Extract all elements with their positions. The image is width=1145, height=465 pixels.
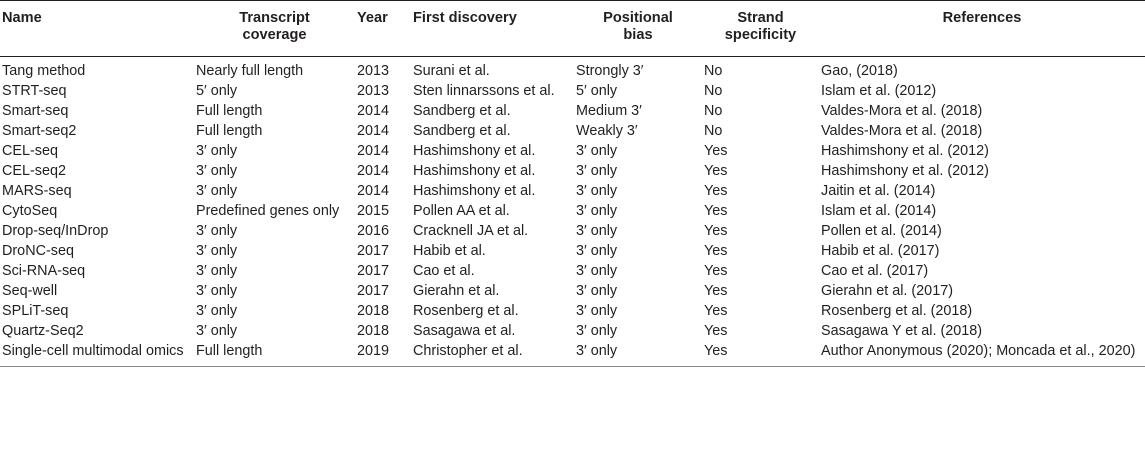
cell-references: Rosenberg et al. (2018) (821, 303, 973, 319)
cell-references: Sasagawa Y et al. (2018) (821, 323, 983, 339)
cell-coverage: Nearly full length (196, 63, 304, 79)
cell-coverage: 3′ only (196, 263, 238, 279)
cell-year: 2018 (357, 303, 390, 319)
cell-references: Islam et al. (2014) (821, 203, 937, 219)
cell-name: Smart-seq2 (2, 123, 77, 139)
header-transcript-coverage: Transcript coverage (239, 10, 310, 43)
cell-name: Quartz-Seq2 (2, 323, 84, 339)
cell-name: DroNC-seq (2, 243, 74, 259)
table-row (0, 322, 1145, 342)
table-row (0, 282, 1145, 302)
cell-strand: Yes (704, 283, 728, 299)
cell-coverage: 3′ only (196, 323, 238, 339)
cell-strand: No (704, 123, 723, 139)
header-references: References (942, 10, 1022, 26)
cell-bias: 3′ only (576, 203, 618, 219)
cell-year: 2015 (357, 203, 390, 219)
cell-discovery: Sandberg et al. (413, 103, 511, 119)
cell-name: Sci-RNA-seq (2, 263, 86, 279)
cell-name: CEL-seq2 (2, 163, 66, 179)
cell-coverage: Predefined genes only (196, 203, 340, 219)
cell-bias: 3′ only (576, 263, 618, 279)
cell-bias: 3′ only (576, 163, 618, 179)
cell-coverage: 3′ only (196, 283, 238, 299)
table-row (0, 222, 1145, 242)
table-body (0, 57, 1145, 367)
cell-references: Valdes-Mora et al. (2018) (821, 103, 983, 119)
cell-bias: 5′ only (576, 83, 618, 99)
cell-references: Islam et al. (2012) (821, 83, 937, 99)
cell-name: MARS-seq (2, 183, 72, 199)
cell-references: Pollen et al. (2014) (821, 223, 942, 239)
cell-references: Habib et al. (2017) (821, 243, 940, 259)
cell-discovery: Pollen AA et al. (413, 203, 510, 219)
cell-discovery: Hashimshony et al. (413, 163, 536, 179)
cell-year: 2014 (357, 183, 390, 199)
cell-name: CytoSeq (2, 203, 58, 219)
cell-discovery: Sandberg et al. (413, 123, 511, 139)
header-positional-bias: Positional bias (603, 10, 673, 43)
cell-discovery: Habib et al. (413, 243, 486, 259)
cell-strand: Yes (704, 243, 728, 259)
cell-bias: 3′ only (576, 343, 618, 359)
cell-coverage: 3′ only (196, 303, 238, 319)
table-header-row (0, 1, 1145, 57)
cell-year: 2013 (357, 63, 390, 79)
cell-year: 2014 (357, 103, 390, 119)
cell-discovery: Sten linnarssons et al. (413, 83, 555, 99)
cell-bias: 3′ only (576, 143, 618, 159)
cell-coverage: 3′ only (196, 143, 238, 159)
cell-bias: 3′ only (576, 223, 618, 239)
header-first-discovery: First discovery (413, 10, 517, 26)
cell-discovery: Hashimshony et al. (413, 143, 536, 159)
cell-discovery: Christopher et al. (413, 343, 523, 359)
cell-discovery: Sasagawa et al. (413, 323, 516, 339)
cell-coverage: 3′ only (196, 223, 238, 239)
table-row (0, 57, 1145, 83)
header-strand-specificity: Strand specificity (724, 10, 797, 43)
cell-coverage: Full length (196, 123, 263, 139)
cell-coverage: 3′ only (196, 243, 238, 259)
cell-references: Jaitin et al. (2014) (821, 183, 936, 199)
cell-year: 2017 (357, 283, 390, 299)
cell-name: Drop-seq/InDrop (2, 223, 109, 239)
table-row (0, 82, 1145, 102)
cell-references: Cao et al. (2017) (821, 263, 929, 279)
cell-name: Tang method (2, 63, 86, 79)
cell-year: 2013 (357, 83, 390, 99)
cell-discovery: Hashimshony et al. (413, 183, 536, 199)
cell-discovery: Cao et al. (413, 263, 475, 279)
table-row (0, 202, 1145, 222)
cell-name: Single-cell multimodal omics (2, 343, 184, 359)
cell-coverage: 3′ only (196, 163, 238, 179)
table-row (0, 342, 1145, 367)
cell-year: 2017 (357, 263, 390, 279)
cell-name: SPLiT-seq (2, 303, 69, 319)
header-name: Name (2, 10, 42, 26)
cell-references: Author Anonymous (2020); Moncada et al., 2020) (821, 343, 1136, 359)
cell-references: Valdes-Mora et al. (2018) (821, 123, 983, 139)
header-year: Year (357, 10, 388, 26)
cell-references: Hashimshony et al. (2012) (821, 143, 989, 159)
cell-strand: Yes (704, 263, 728, 279)
cell-strand: Yes (704, 203, 728, 219)
cell-name: CEL-seq (2, 143, 58, 159)
cell-strand: Yes (704, 303, 728, 319)
cell-bias: 3′ only (576, 303, 618, 319)
cell-references: Gierahn et al. (2017) (821, 283, 953, 299)
cell-strand: Yes (704, 323, 728, 339)
cell-bias: Medium 3′ (576, 103, 642, 119)
cell-references: Hashimshony et al. (2012) (821, 163, 989, 179)
table-row (0, 262, 1145, 282)
cell-year: 2017 (357, 243, 390, 259)
cell-strand: No (704, 103, 723, 119)
cell-discovery: Gierahn et al. (413, 283, 500, 299)
table-row (0, 142, 1145, 162)
cell-strand: Yes (704, 163, 728, 179)
cell-discovery: Rosenberg et al. (413, 303, 519, 319)
cell-name: Smart-seq (2, 103, 69, 119)
cell-coverage: 3′ only (196, 183, 238, 199)
cell-coverage: 5′ only (196, 83, 238, 99)
cell-coverage: Full length (196, 343, 263, 359)
cell-discovery: Surani et al. (413, 63, 490, 79)
cell-year: 2014 (357, 143, 390, 159)
cell-year: 2014 (357, 123, 390, 139)
cell-bias: 3′ only (576, 243, 618, 259)
cell-strand: Yes (704, 223, 728, 239)
cell-bias: Strongly 3′ (576, 63, 644, 79)
cell-year: 2018 (357, 323, 390, 339)
cell-year: 2014 (357, 163, 390, 179)
cell-coverage: Full length (196, 103, 263, 119)
table-row (0, 302, 1145, 322)
table-row (0, 242, 1145, 262)
table-row (0, 102, 1145, 122)
cell-name: Seq-well (2, 283, 58, 299)
cell-bias: 3′ only (576, 183, 618, 199)
cell-strand: Yes (704, 143, 728, 159)
table-row (0, 182, 1145, 202)
cell-bias: 3′ only (576, 283, 618, 299)
cell-bias: Weakly 3′ (576, 123, 638, 139)
table-row (0, 162, 1145, 182)
cell-references: Gao, (2018) (821, 63, 898, 79)
cell-bias: 3′ only (576, 323, 618, 339)
cell-year: 2019 (357, 343, 390, 359)
cell-strand: Yes (704, 343, 728, 359)
cell-strand: No (704, 63, 723, 79)
cell-strand: No (704, 83, 723, 99)
cell-name: STRT-seq (2, 83, 67, 99)
cell-strand: Yes (704, 183, 728, 199)
cell-discovery: Cracknell JA et al. (413, 223, 529, 239)
table-row (0, 122, 1145, 142)
cell-year: 2016 (357, 223, 390, 239)
